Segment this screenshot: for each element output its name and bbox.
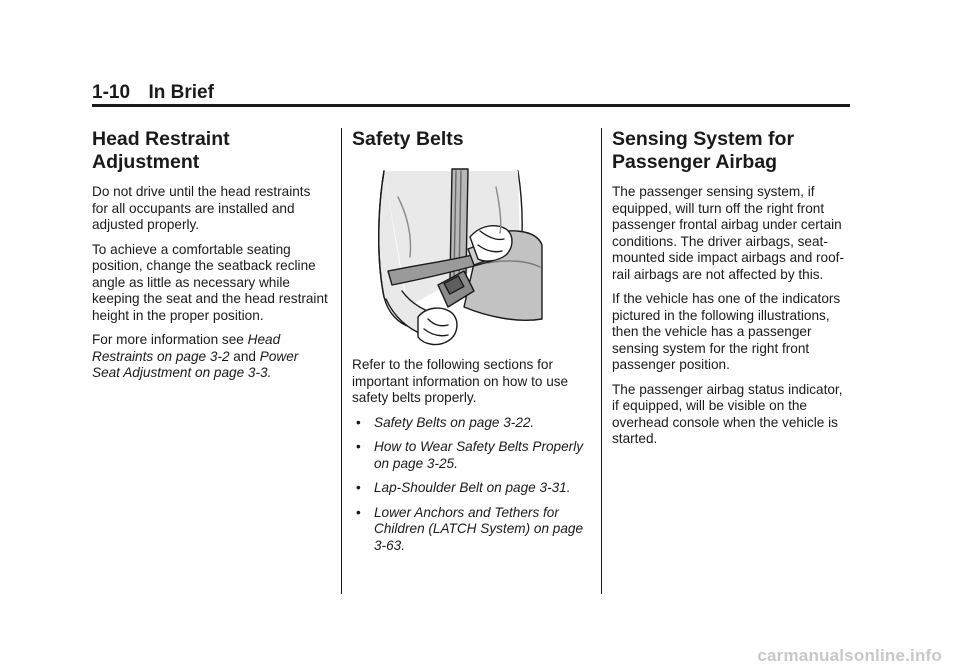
lap-shoulder-belt-link[interactable]: Lap-Shoulder Belt on page 3-31.: [374, 480, 571, 495]
list-item: [352, 439, 590, 472]
power-seat-adjustment-link[interactable]: Power Seat Adjustment on page 3-3: [92, 348, 299, 380]
head-restraint-heading: Head Restraint Adjustment: [92, 128, 230, 173]
bullet: •: [356, 414, 361, 430]
column-divider-2: [601, 128, 602, 594]
list-item: [352, 415, 590, 432]
passenger-sensing-heading: Sensing System for Passenger Airbag: [612, 128, 795, 173]
see-also-text: For more information see: [92, 332, 248, 347]
safety-belts-intro: Refer to the following sections for important information on how to use safety belts properly.: [352, 357, 569, 405]
watermark: carmanualsonline.info: [757, 646, 942, 665]
page-header: [92, 82, 850, 107]
page-number: 1-10: [92, 82, 131, 103]
head-restraint-paragraph-2: To achieve a comfortable seating position, change the seatback recline angle as little as necessary while keeping the seat and the head restraint height in the proper position.: [92, 241, 328, 323]
bullet: •: [356, 439, 361, 454]
list-item: [352, 480, 590, 497]
passenger-sensing-section: [612, 128, 850, 456]
head-restraint-paragraph-1: Do not drive until the head restraints for all occupants are installed and adjusted properly.: [92, 184, 311, 232]
safety-belts-heading: Safety Belts: [352, 128, 464, 150]
head-restraints-link[interactable]: Head Restraints on page 3-2: [92, 332, 281, 364]
safety-belts-link[interactable]: Safety Belts on page 3-22.: [374, 414, 535, 430]
head-restraint-paragraph-3: [92, 332, 330, 382]
safety-belts-links-list: [352, 415, 590, 555]
head-restraint-section: [92, 128, 330, 390]
how-to-wear-safety-belts-link[interactable]: How to Wear Safety Belts Properly on page 3-25.: [374, 439, 584, 471]
safety-belt-buckle-illustration: [368, 167, 544, 347]
bullet: •: [356, 480, 361, 495]
passenger-sensing-paragraph-2: If the vehicle has one of the indicators pictured in the following illustrations, then the vehicle has a passenger sensing system for the right front passenger position.: [612, 291, 841, 372]
passenger-sensing-paragraph-1: The passenger sensing system, if equipped, will turn off the right front passenger frontal airbag under certain conditions. The driver airbags, seat-mounted side impact airbags and roof-rail airbags are not affected by this.: [612, 184, 844, 282]
list-item: [352, 505, 590, 555]
column-divider-1: [341, 128, 342, 594]
latch-system-link[interactable]: Lower Anchors and Tethers for Children (LATCH System) on page 3-63.: [374, 504, 584, 553]
sentence-end: .: [267, 365, 272, 380]
passenger-sensing-paragraph-3: The passenger airbag status indicator, if equipped, will be visible on the overhead console when the vehicle is started.: [612, 381, 843, 446]
and-text: and: [229, 348, 260, 364]
bullet: •: [356, 504, 361, 520]
safety-belts-section: [352, 128, 590, 562]
section-title: In Brief: [148, 82, 214, 103]
